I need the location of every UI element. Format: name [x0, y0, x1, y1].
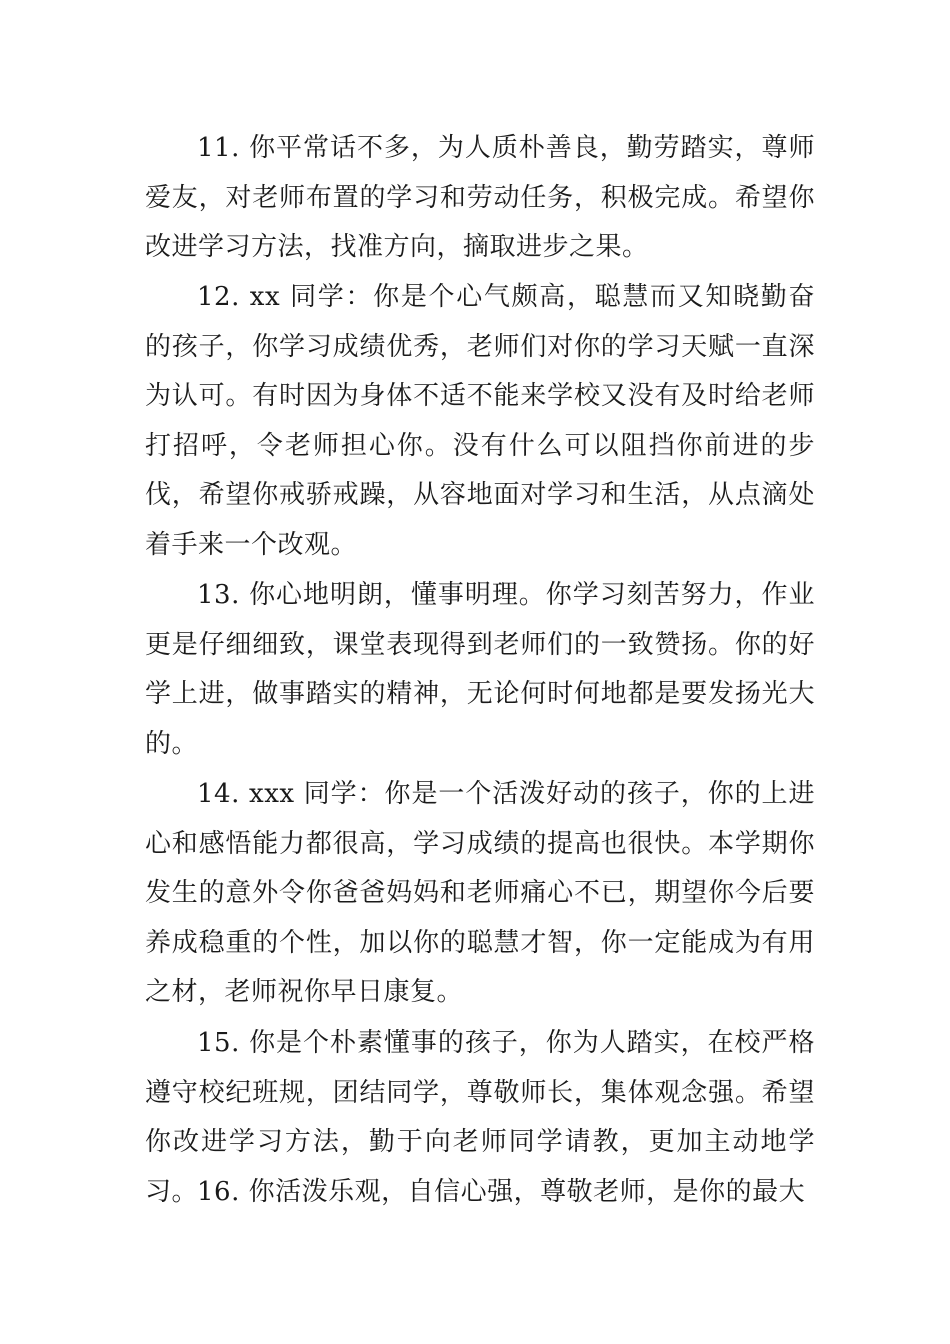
comment-paragraph-14: 14. xxx 同学：你是一个活泼好动的孩子，你的上进心和感悟能力都很高，学习成绩的提高也很快。本学期你发生的意外令你爸爸妈妈和老师痛心不已，期望你今后要养成稳重的个性，加以你的聪慧才智，你一定能成为有用之材，老师祝你早日康复。: [145, 779, 815, 1007]
comment-paragraph-16: 16. 你活泼乐观，自信心强，尊敬老师，是你的最大: [197, 1177, 806, 1207]
comment-paragraph-11: 11. 你平常话不多，为人质朴善良，勤劳踏实，尊师爱友，对老师布置的学习和劳动任务，积极完成。希望你改进学习方法，找准方向，摘取进步之果。: [145, 133, 815, 262]
comment-paragraph-15: 15. 你是个朴素懂事的孩子，你为人踏实，在校严格遵守校纪班规，团结同学，尊敬师长，集体观念强。希望你改进学习方法，勤于向老师同学请教，更加主动地学习。: [145, 1028, 815, 1207]
comment-paragraph-13: 13. 你心地明朗，懂事明理。你学习刻苦努力，作业更是仔细细致，课堂表现得到老师们的一致赞扬。你的好学上进，做事踏实的精神，无论何时何地都是要发扬光大的。: [145, 580, 815, 759]
comment-paragraph-12: 12. xx 同学：你是个心气颇高，聪慧而又知晓勤奋的孩子，你学习成绩优秀，老师们对你的学习天赋一直深为认可。有时因为身体不适不能来学校又没有及时给老师打招呼，令老师担心你。没有什么可以阻挡你前进的步伐，希望你戒骄戒躁，从容地面对学习和生活，从点滴处着手来一个改观。: [145, 282, 815, 560]
